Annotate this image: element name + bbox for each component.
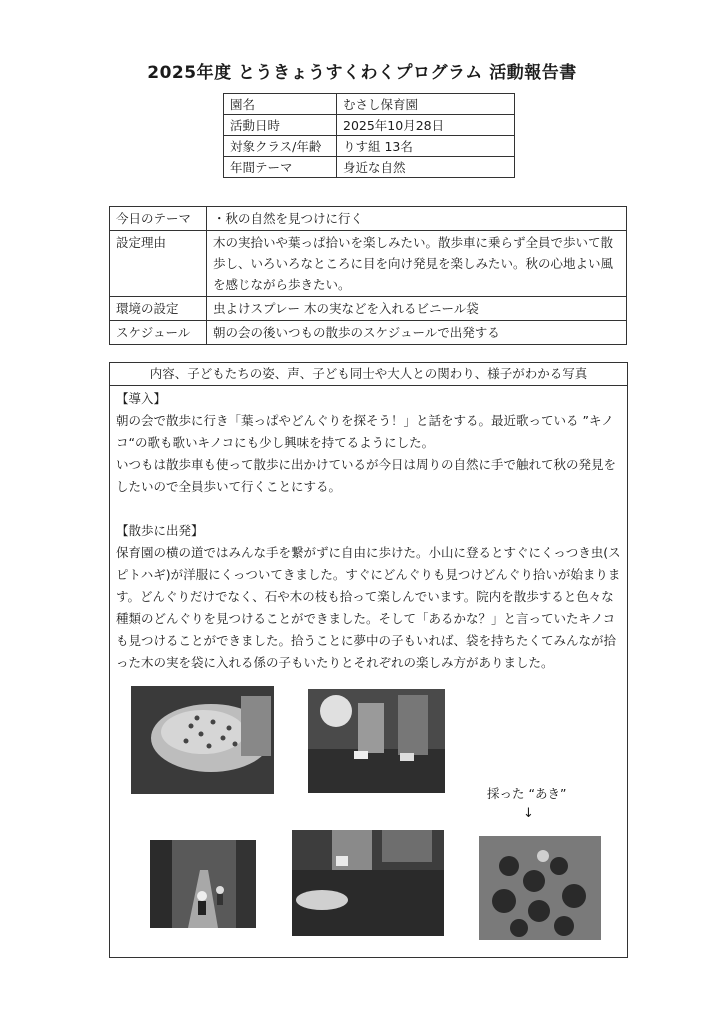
info-row xyxy=(224,115,515,136)
info-table xyxy=(223,93,515,178)
info-label: 園名 xyxy=(224,94,337,115)
plan-value: 虫よけスプレー 木の実などを入れるビニール袋 xyxy=(207,297,627,321)
down-arrow-icon: ↓ xyxy=(523,806,534,821)
info-label: 年間テーマ xyxy=(224,157,337,178)
plan-label: 今日のテーマ xyxy=(110,207,207,231)
page-title: 2025年度 とうきょうすくわくプログラム 活動報告書 xyxy=(147,63,577,83)
photo-hat-burrs xyxy=(131,686,274,794)
paragraph: 保育園の横の道ではみんな手を繋がずに自由に歩けた。小山に登るとすぐにくっつき虫(スピトハギ)が洋服にくっついてきました。すぐにどんぐりも見つけどんぐり拾いが始まります。どんぐりだけでなく、石や木の枝も拾って楽しんでいます。院内を散歩すると色々な種類のどんぐりを見つけることができました。そして「あるかな？」と言っていたキノコも見つけることができました。拾うことに夢中の子もいれば、袋を持ちたくてみんなが拾った木の実を袋に入れる係の子もいたりとそれぞれの楽しみ方がありました。 xyxy=(116,545,621,670)
plan-label: 環境の設定 xyxy=(110,297,207,321)
plan-label: 設定理由 xyxy=(110,231,207,297)
report-content xyxy=(110,386,627,674)
section-title: 【導入】 xyxy=(116,391,167,406)
info-value: りす組 13名 xyxy=(337,136,515,157)
info-row xyxy=(224,94,515,115)
info-label: 活動日時 xyxy=(224,115,337,136)
info-label: 対象クラス/年齢 xyxy=(224,136,337,157)
photo-children-leaves xyxy=(308,689,445,793)
photo-caption: 採った “あき” xyxy=(487,786,567,801)
info-value: 2025年10月28日 xyxy=(337,115,515,136)
photo-collected-nuts xyxy=(479,836,601,940)
info-value: むさし保育園 xyxy=(337,94,515,115)
section-title: 【散歩に出発】 xyxy=(116,523,204,538)
info-row xyxy=(224,136,515,157)
plan-label: スケジュール xyxy=(110,321,207,345)
plan-value: 朝の会の後いつもの散歩のスケジュールで出発する xyxy=(207,321,627,345)
spacer xyxy=(116,498,621,520)
plan-row xyxy=(110,297,627,321)
plan-row xyxy=(110,231,627,297)
plan-value: ・秋の自然を見つけに行く xyxy=(207,207,627,231)
photo-walking-path xyxy=(150,840,256,928)
plan-row xyxy=(110,321,627,345)
plan-row xyxy=(110,207,627,231)
paragraph: 朝の会で散歩に行き「葉っぱやどんぐりを探そう！」と話をする。最近歌っている ”キノコ“の歌も歌いキノコにも少し興味を持てるようにした。 xyxy=(116,413,614,450)
plan-value: 木の実拾いや葉っぱ拾いを楽しみたい。散歩車に乗らず全員で歩いて散歩し、いろいろなところに目を向け発見を楽しみたい。秋の心地よい風を感じながら歩きたい。 xyxy=(207,231,627,297)
info-value: 身近な自然 xyxy=(337,157,515,178)
info-row xyxy=(224,157,515,178)
photo-gathering-leaves xyxy=(292,830,444,936)
plan-table xyxy=(109,206,627,345)
paragraph: いつもは散歩車も使って散歩に出かけているが今日は周りの自然に手で触れて秋の発見をしたいので全員歩いて行くことにする。 xyxy=(116,457,617,494)
report-heading: 内容、子どもたちの姿、声、子ども同士や大人との関わり、様子がわかる写真 xyxy=(110,363,627,386)
